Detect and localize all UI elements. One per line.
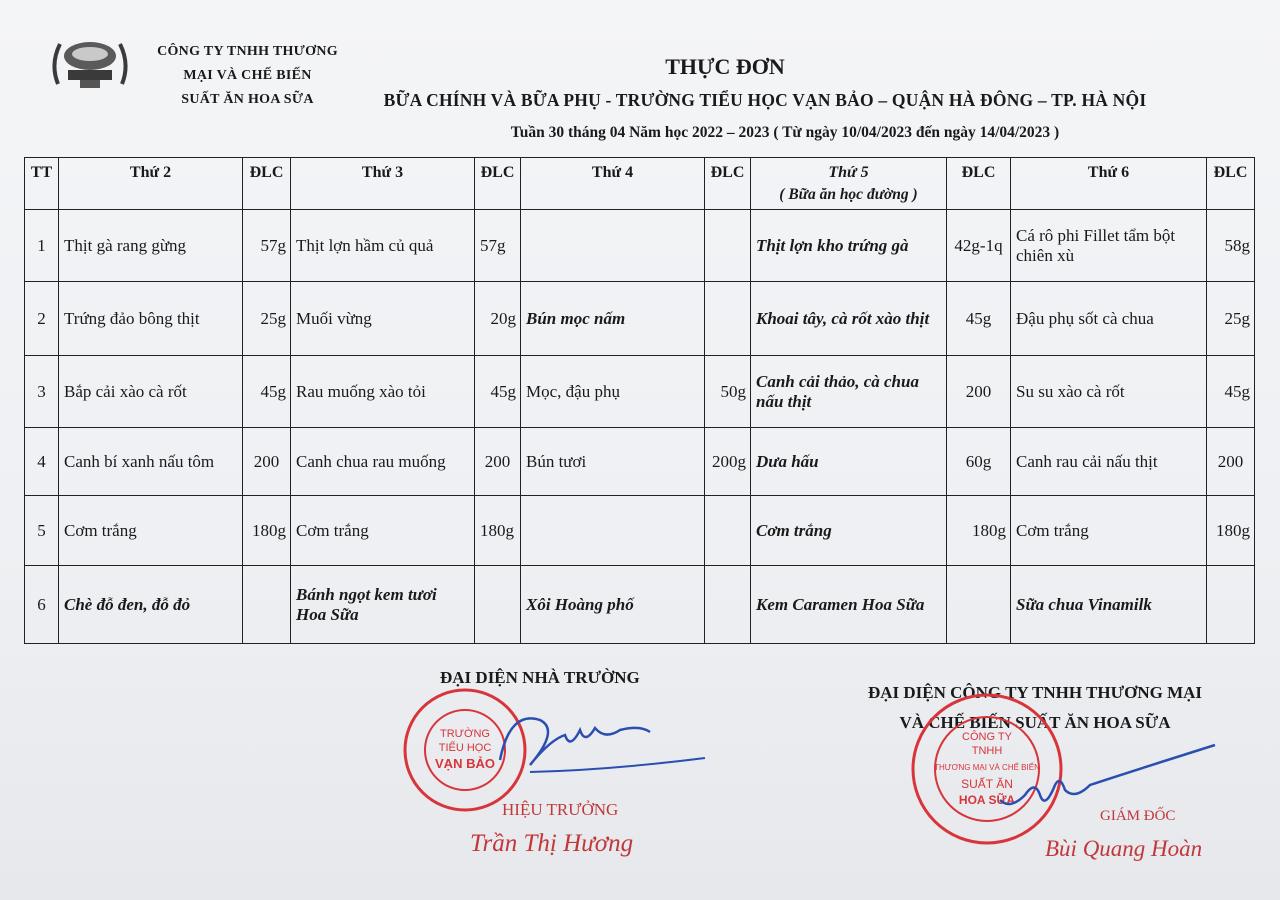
school-stamp-line2: TIỂU HỌC <box>438 742 492 754</box>
company-stamp-line3: THƯƠNG MẠI VÀ CHẾ BIẾN <box>934 763 1040 772</box>
cell-tue: Cơm trắng <box>291 496 475 566</box>
cell-thu: Thịt lợn kho trứng gà <box>751 210 947 282</box>
cell-wed-qty <box>705 282 751 356</box>
cell-thu-qty <box>947 566 1011 644</box>
cell-fri: Canh rau cải nấu thịt <box>1011 428 1207 496</box>
cell-tt: 3 <box>25 356 59 428</box>
cell-wed-qty: 200g <box>705 428 751 496</box>
company-line3: SUẤT ĂN HOA SỮA <box>181 92 314 107</box>
cell-tue-qty: 57g <box>475 210 521 282</box>
table-row <box>25 496 1255 566</box>
table-header-row <box>25 158 1255 210</box>
week-range: Tuần 30 tháng 04 Năm học 2022 – 2023 ( Từ ngày 10/04/2023 đến ngày 14/04/2023 ) <box>510 124 1060 141</box>
cell-mon-qty <box>243 566 291 644</box>
cell-mon-qty: 180g <box>243 496 291 566</box>
cell-mon: Canh bí xanh nấu tôm <box>59 428 243 496</box>
cell-tue-qty: 180g <box>475 496 521 566</box>
cell-wed: Bún tươi <box>521 428 705 496</box>
cell-tue-qty: 200 <box>475 428 521 496</box>
cell-wed: Mọc, đậu phụ <box>521 356 705 428</box>
cell-mon: Bắp cải xào cà rốt <box>59 356 243 428</box>
table-row <box>25 356 1255 428</box>
school-sign-role: HIỆU TRƯỞNG <box>502 800 619 819</box>
table-row <box>25 210 1255 282</box>
cell-thu: Canh cải thảo, cà chua nấu thịt <box>751 356 947 428</box>
cell-fri: Sữa chua Vinamilk <box>1011 566 1207 644</box>
cell-mon: Thịt gà rang gừng <box>59 210 243 282</box>
company-line2: MẠI VÀ CHẾ BIẾN <box>183 68 312 83</box>
header-wed: Thứ 4 <box>521 158 705 210</box>
cell-thu-qty: 60g <box>947 428 1011 496</box>
menu-table <box>24 157 1255 644</box>
cell-fri-qty: 180g <box>1207 496 1255 566</box>
cell-tue: Bánh ngọt kem tươi Hoa Sữa <box>291 566 475 644</box>
cell-mon: Cơm trắng <box>59 496 243 566</box>
cell-mon-qty: 200 <box>243 428 291 496</box>
cell-wed-qty <box>705 566 751 644</box>
cell-tt: 6 <box>25 566 59 644</box>
school-signature <box>470 700 710 780</box>
company-sign-role: GIÁM ĐỐC <box>1100 808 1176 824</box>
cell-thu: Cơm trắng <box>751 496 947 566</box>
cell-fri-qty: 200 <box>1207 428 1255 496</box>
cell-thu: Kem Caramen Hoa Sữa <box>751 566 947 644</box>
cell-mon-qty: 45g <box>243 356 291 428</box>
cell-mon: Trứng đảo bông thịt <box>59 282 243 356</box>
company-sign-name: Bùi Quang Hoàn <box>1045 836 1203 861</box>
company-stamp-line1: CÔNG TY <box>962 731 1012 743</box>
cell-mon-qty: 25g <box>243 282 291 356</box>
cell-thu-qty: 42g-1q <box>947 210 1011 282</box>
company-sign-title-line1: ĐẠI DIỆN CÔNG TY TNHH THƯƠNG MẠI <box>867 683 1203 702</box>
cell-tt: 5 <box>25 496 59 566</box>
cell-fri-qty: 25g <box>1207 282 1255 356</box>
cell-tue: Rau muống xào tỏi <box>291 356 475 428</box>
table-row <box>25 282 1255 356</box>
header-fri: Thứ 6 <box>1011 158 1207 210</box>
cell-tue-qty <box>475 566 521 644</box>
cell-tue-qty: 20g <box>475 282 521 356</box>
cell-wed-qty: 50g <box>705 356 751 428</box>
cell-fri: Đậu phụ sốt cà chua <box>1011 282 1207 356</box>
header-thu <box>751 158 947 210</box>
cell-thu-qty: 45g <box>947 282 1011 356</box>
table-row <box>25 428 1255 496</box>
cell-fri-qty: 58g <box>1207 210 1255 282</box>
company-name <box>140 40 355 112</box>
company-stamp-line2: TNHH <box>971 745 1003 757</box>
header-thu-label: Thứ 5 <box>828 164 869 181</box>
cell-wed <box>521 210 705 282</box>
document-subtitle: BỮA CHÍNH VÀ BỮA PHỤ - TRƯỜNG TIỂU HỌC VẠN BẢO – QUẬN HÀ ĐÔNG – TP. HÀ NỘI <box>383 90 1147 110</box>
header-mon: Thứ 2 <box>59 158 243 210</box>
school-stamp-line1: TRƯỜNG <box>440 728 490 740</box>
cell-wed <box>521 496 705 566</box>
cell-tue: Muối vừng <box>291 282 475 356</box>
header-dlc: ĐLC <box>705 158 751 210</box>
cell-fri: Cơm trắng <box>1011 496 1207 566</box>
cell-wed-qty <box>705 210 751 282</box>
header-dlc: ĐLC <box>475 158 521 210</box>
document-title: THỰC ĐƠN <box>665 54 785 79</box>
cell-wed: Bún mọc nấm <box>521 282 705 356</box>
company-logo <box>48 34 132 92</box>
cell-wed: Xôi Hoàng phố <box>521 566 705 644</box>
company-stamp-line5: HOA SỮA <box>958 793 1016 807</box>
cell-tt: 4 <box>25 428 59 496</box>
cell-thu: Dưa hấu <box>751 428 947 496</box>
header-dlc: ĐLC <box>1207 158 1255 210</box>
header-dlc: ĐLC <box>947 158 1011 210</box>
cell-tue-qty: 45g <box>475 356 521 428</box>
header-tt: TT <box>25 158 59 210</box>
header-thu-sub: ( Bữa ăn học đường ) <box>779 186 918 203</box>
cell-fri-qty <box>1207 566 1255 644</box>
cell-thu-qty: 200 <box>947 356 1011 428</box>
cell-tt: 1 <box>25 210 59 282</box>
company-line1: CÔNG TY TNHH THƯƠNG <box>157 44 338 59</box>
company-sign-title-line2: VÀ CHẾ BIẾN SUẤT ĂN HOA SỮA <box>899 713 1171 732</box>
table-row <box>25 566 1255 644</box>
cell-wed-qty <box>705 496 751 566</box>
cell-tue: Canh chua rau muống <box>291 428 475 496</box>
school-sign-name: Trần Thị Hương <box>470 830 634 857</box>
cell-mon-qty: 57g <box>243 210 291 282</box>
header-dlc: ĐLC <box>243 158 291 210</box>
cell-tue: Thịt lợn hầm củ quả <box>291 210 475 282</box>
cell-thu: Khoai tây, cà rốt xào thịt <box>751 282 947 356</box>
cell-fri-qty: 45g <box>1207 356 1255 428</box>
cell-tt: 2 <box>25 282 59 356</box>
school-sign-title: ĐẠI DIỆN NHÀ TRƯỜNG <box>440 668 640 687</box>
cell-thu-qty: 180g <box>947 496 1011 566</box>
cell-mon: Chè đỗ đen, đỗ đỏ <box>59 566 243 644</box>
company-stamp-line4: SUẤT ĂN <box>961 777 1013 791</box>
header-tue: Thứ 3 <box>291 158 475 210</box>
cell-fri: Cá rô phi Fillet tẩm bột chiên xù <box>1011 210 1207 282</box>
school-stamp-line3: VẠN BẢO <box>435 756 495 771</box>
cell-fri: Su su xào cà rốt <box>1011 356 1207 428</box>
